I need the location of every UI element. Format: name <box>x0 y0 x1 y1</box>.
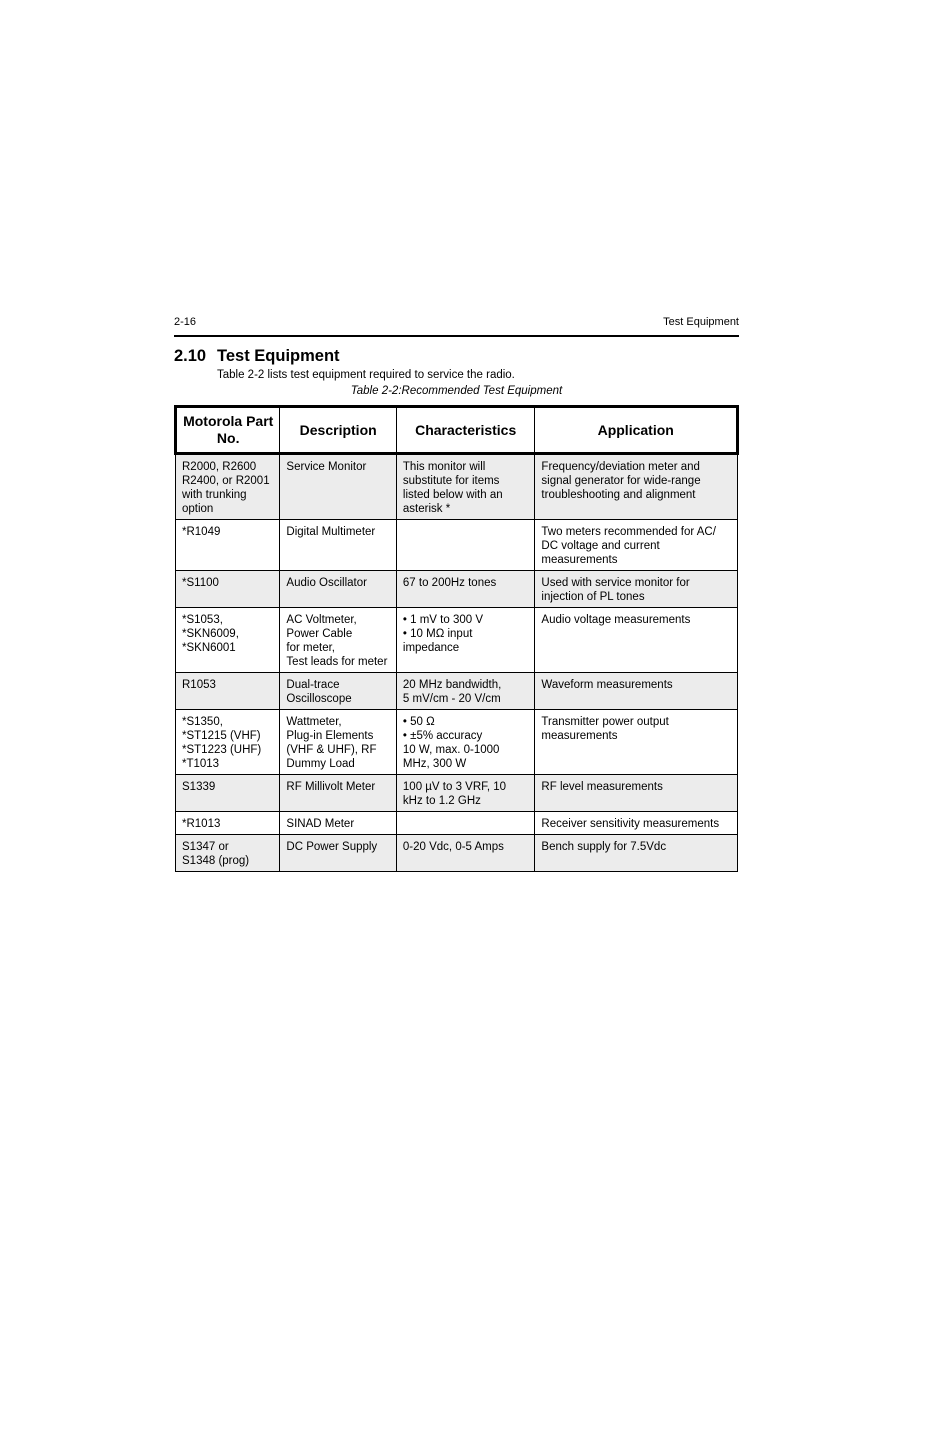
cell-part-no: *S1053, *SKN6009, *SKN6001 <box>176 608 280 673</box>
cell-characteristics: • 1 mV to 300 V • 10 MΩ input impedance <box>396 608 535 673</box>
table-row <box>176 775 738 812</box>
cell-application: Frequency/deviation meter and signal generator for wide-range troubleshooting and alignment <box>535 454 738 520</box>
test-equipment-table <box>174 405 739 872</box>
cell-part-no: *S1350, *ST1215 (VHF) *ST1223 (UHF) *T1013 <box>176 710 280 775</box>
cell-description: Wattmeter, Plug-in Elements (VHF & UHF), RF Dummy Load <box>280 710 396 775</box>
cell-characteristics <box>396 812 535 835</box>
cell-application: Bench supply for 7.5Vdc <box>535 835 738 872</box>
cell-part-no: S1339 <box>176 775 280 812</box>
cell-description: SINAD Meter <box>280 812 396 835</box>
cell-description: AC Voltmeter, Power Cable for meter, Test leads for meter <box>280 608 396 673</box>
cell-part-no: R2000, R2600 R2400, or R2001 with trunking option <box>176 454 280 520</box>
cell-characteristics: 100 µV to 3 VRF, 10 kHz to 1.2 GHz <box>396 775 535 812</box>
cell-part-no: *S1100 <box>176 571 280 608</box>
cell-characteristics: 20 MHz bandwidth, 5 mV/cm - 20 V/cm <box>396 673 535 710</box>
section-number: 2.10 <box>174 347 207 365</box>
cell-characteristics: 67 to 200Hz tones <box>396 571 535 608</box>
cell-part-no: *R1049 <box>176 520 280 571</box>
cell-application: Two meters recommended for AC/ DC voltage and current measurements <box>535 520 738 571</box>
cell-application: Receiver sensitivity measurements <box>535 812 738 835</box>
column-header-characteristics: Characteristics <box>396 407 535 454</box>
running-title: Test Equipment <box>663 316 739 328</box>
table-header-row <box>176 407 738 454</box>
cell-description: Audio Oscillator <box>280 571 396 608</box>
cell-application: Audio voltage measurements <box>535 608 738 673</box>
section-title: Test Equipment <box>217 347 340 365</box>
cell-application: Transmitter power output measurements <box>535 710 738 775</box>
table-row <box>176 454 738 520</box>
table-row <box>176 520 738 571</box>
cell-characteristics: • 50 Ω • ±5% accuracy 10 W, max. 0-1000 MHz, 300 W <box>396 710 535 775</box>
page-header <box>174 315 739 337</box>
cell-application: Waveform measurements <box>535 673 738 710</box>
cell-part-no: S1347 or S1348 (prog) <box>176 835 280 872</box>
cell-application: Used with service monitor for injection of PL tones <box>535 571 738 608</box>
cell-part-no: R1053 <box>176 673 280 710</box>
cell-description: Digital Multimeter <box>280 520 396 571</box>
column-header-description: Description <box>280 407 396 454</box>
intro-paragraph: Table 2-2 lists test equipment required to service the radio. <box>217 369 515 381</box>
cell-description: Dual-trace Oscilloscope <box>280 673 396 710</box>
column-header-application: Application <box>535 407 738 454</box>
cell-characteristics: This monitor will substitute for items listed below with an asterisk * <box>396 454 535 520</box>
page-number: 2-16 <box>174 316 197 328</box>
table-row <box>176 812 738 835</box>
cell-description: DC Power Supply <box>280 835 396 872</box>
table-row <box>176 571 738 608</box>
table-caption: Table 2-2:Recommended Test Equipment <box>350 385 563 397</box>
column-header-part-no: Motorola Part No. <box>176 407 280 454</box>
table-row <box>176 608 738 673</box>
section-heading <box>174 347 340 366</box>
cell-application: RF level measurements <box>535 775 738 812</box>
cell-description: RF Millivolt Meter <box>280 775 396 812</box>
cell-part-no: *R1013 <box>176 812 280 835</box>
cell-characteristics: 0-20 Vdc, 0-5 Amps <box>396 835 535 872</box>
table-row <box>176 673 738 710</box>
cell-description: Service Monitor <box>280 454 396 520</box>
cell-characteristics <box>396 520 535 571</box>
table-row <box>176 835 738 872</box>
table-row <box>176 710 738 775</box>
